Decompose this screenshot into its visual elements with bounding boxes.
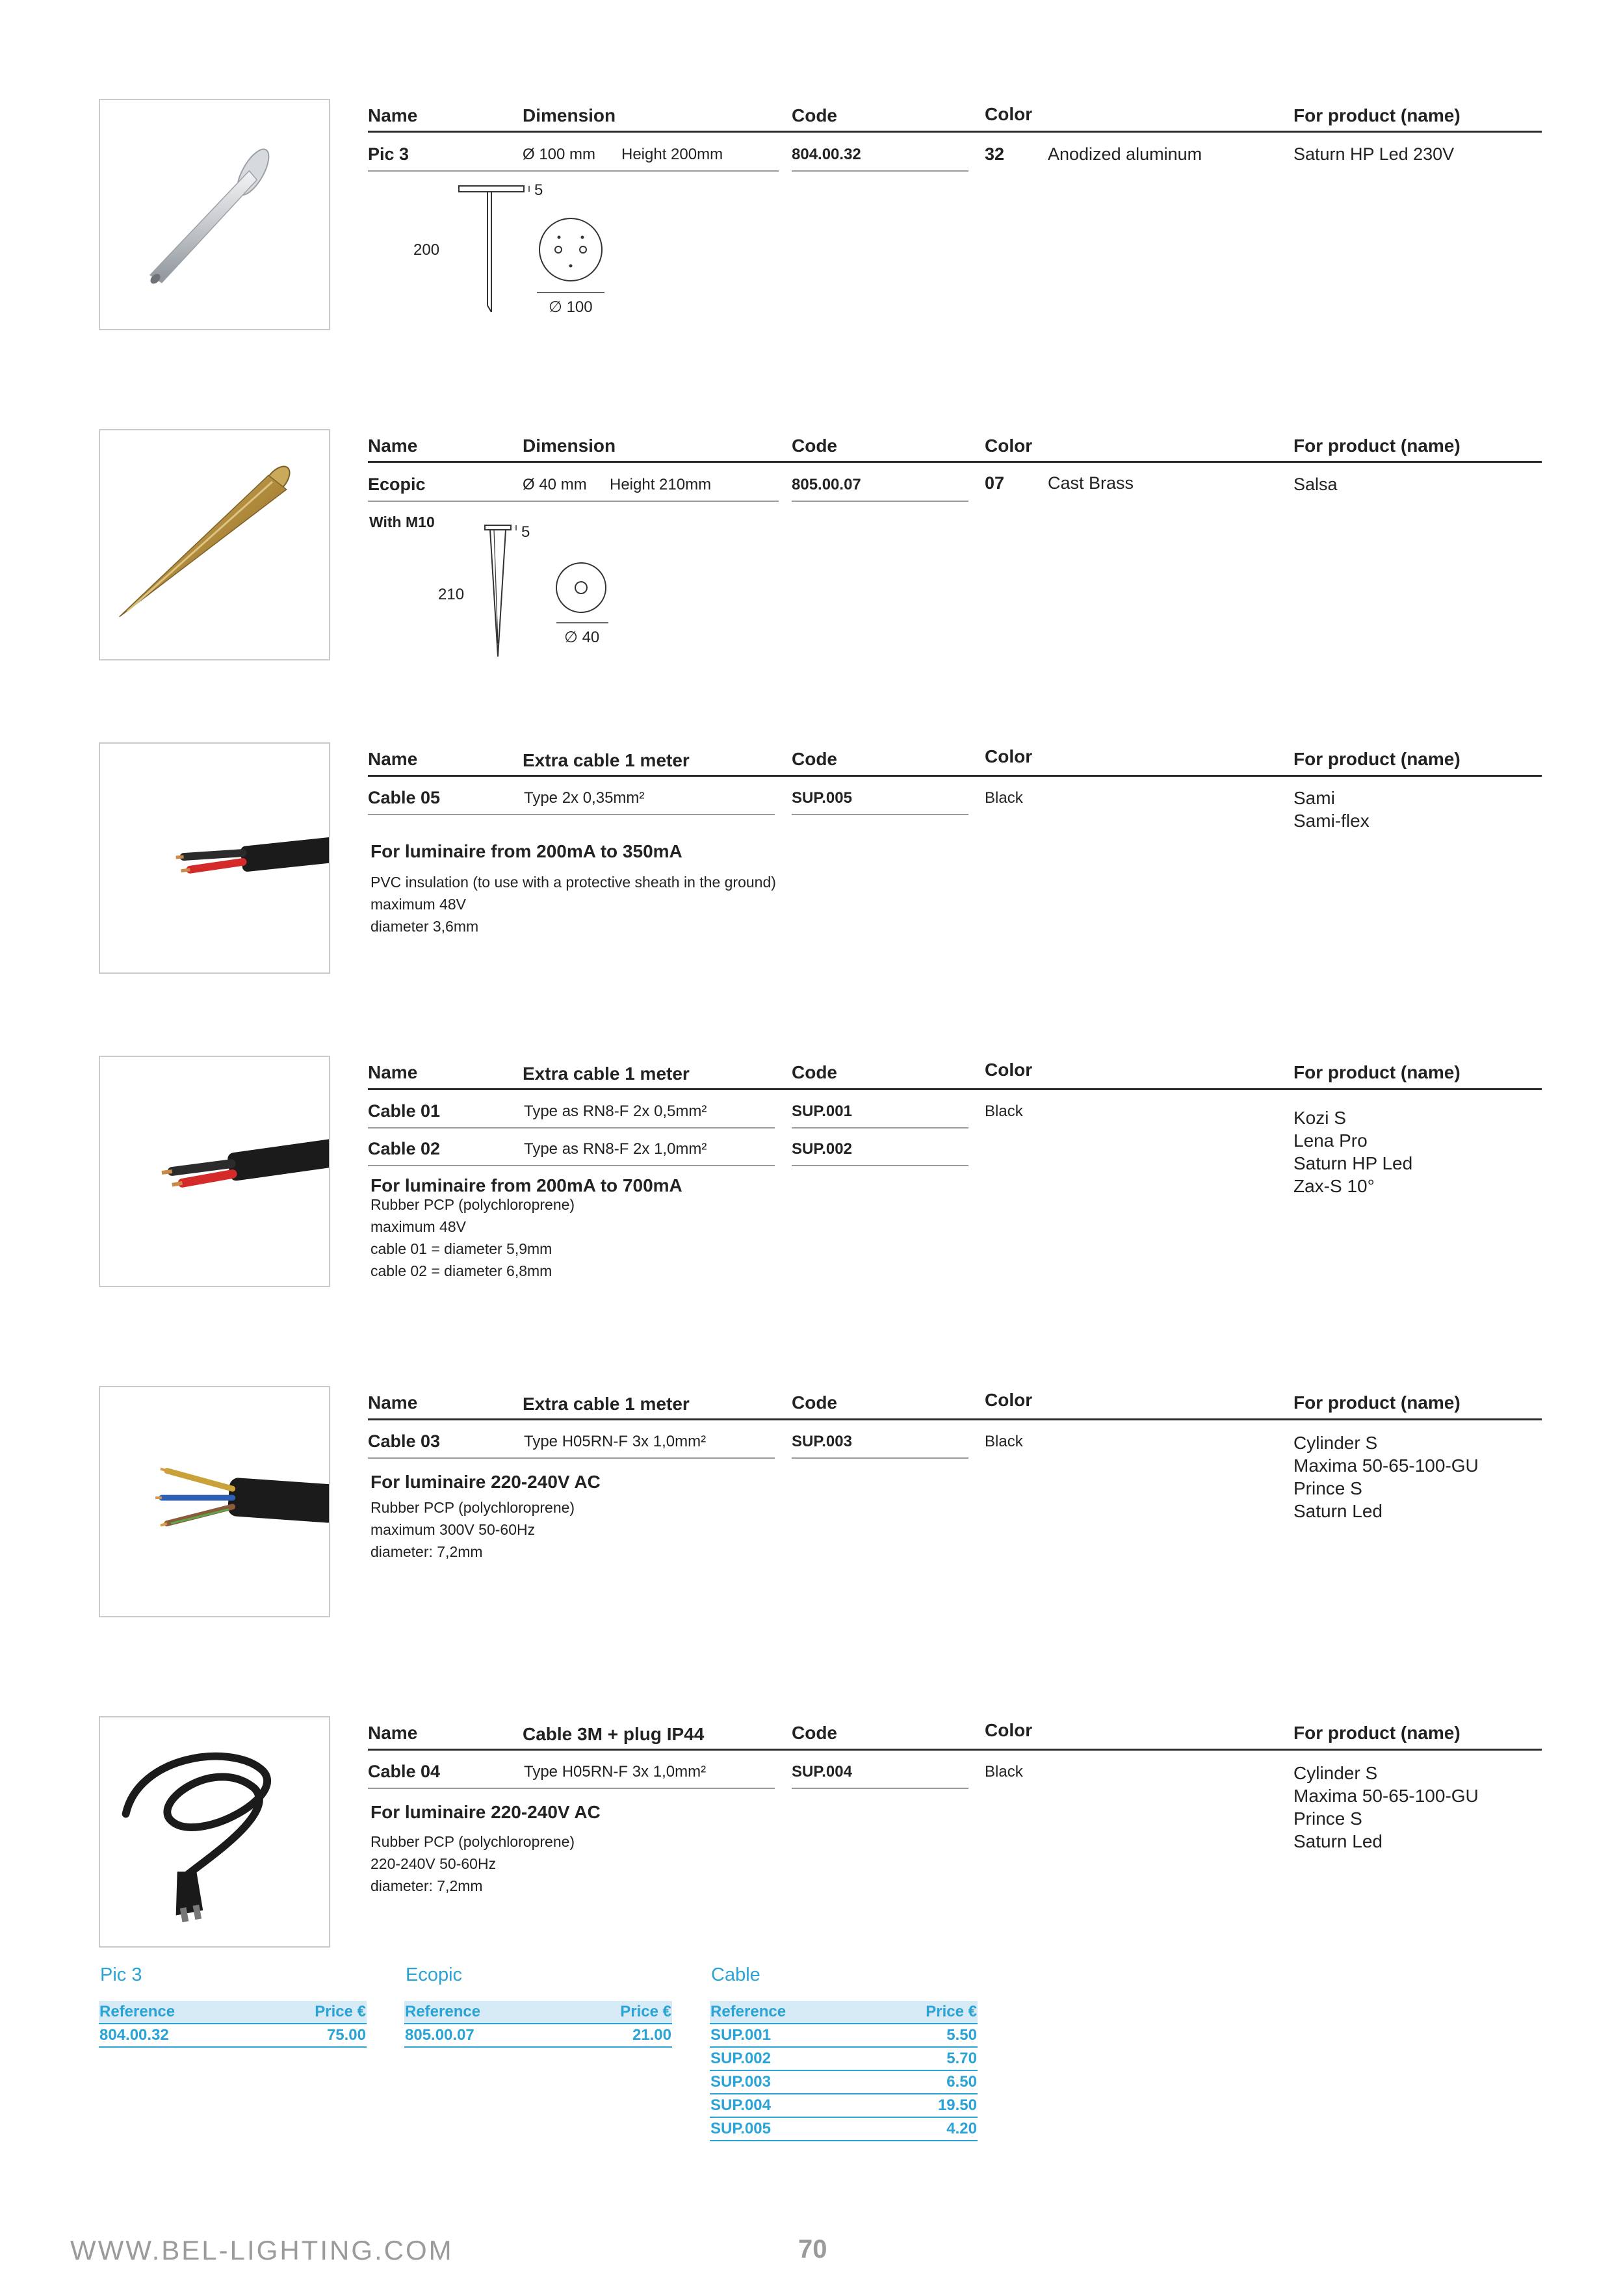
page-number: 70: [798, 2235, 827, 2263]
ground-spike-pic3-photo: [100, 100, 329, 329]
row-rule: [368, 170, 779, 172]
header-dimension: Dimension: [523, 436, 616, 456]
product-photo-cable03: [99, 1386, 330, 1617]
code-rule: [792, 814, 968, 815]
spec-notes: [370, 1496, 575, 1563]
spec-note: diameter 3,6mm: [370, 918, 479, 935]
product-code: SUP.005: [792, 789, 852, 807]
cable-with-plug-photo: [100, 1717, 329, 1946]
header-name: Name: [368, 1062, 418, 1082]
row-rule: [368, 501, 779, 502]
product-name: Cable 04: [368, 1762, 441, 1781]
header-name: Name: [368, 105, 418, 125]
reference-cell: SUP.005: [710, 2120, 771, 2137]
product-name: Cable 01: [368, 1101, 441, 1121]
for-product-item: Maxima 50-65-100-GU: [1293, 1455, 1479, 1476]
price-header: Price €: [315, 2003, 366, 2020]
reference-header: Reference: [710, 2003, 786, 2020]
header-dimension: Dimension: [523, 105, 616, 125]
price-cell: 5.70: [946, 2050, 977, 2067]
product-type: Type 2x 0,35mm²: [524, 789, 645, 807]
for-product-item: Kozi S: [1293, 1108, 1346, 1128]
product-code: SUP.002: [792, 1140, 852, 1158]
price-header: Price €: [926, 2003, 977, 2020]
product-diameter: Ø 100 mm: [523, 146, 596, 163]
table-row: [710, 2094, 978, 2118]
price-cell: 75.00: [326, 2026, 366, 2044]
for-product-item: Saturn Led: [1293, 1831, 1383, 1851]
table-row: [404, 2024, 672, 2048]
header-color: Color: [985, 436, 1033, 456]
spec-note: maximum 48V: [370, 1218, 466, 1235]
product-code: SUP.003: [792, 1433, 852, 1450]
for-product-item: Sami-flex: [1293, 811, 1370, 831]
technical-drawing-ecopic: [429, 520, 624, 663]
row-rule: [368, 1165, 775, 1166]
spec-note: PVC insulation (to use with a protective sheath in the ground): [370, 874, 776, 891]
drawing-top-label: 5: [521, 523, 530, 541]
drawing-diameter-label: ∅ 100: [549, 298, 593, 316]
header-rule: [368, 461, 1542, 463]
table-row: [710, 2071, 978, 2094]
header-for-product: For product (name): [1293, 436, 1461, 456]
header-color: Color: [985, 746, 1033, 766]
header-code: Code: [792, 1392, 837, 1413]
price-table-title: Pic 3: [100, 1964, 142, 1985]
luminaire-range-title: For luminaire from 200mA to 700mA: [370, 1175, 682, 1195]
spec-notes: [370, 1194, 575, 1282]
header-dimension: Extra cable 1 meter: [523, 1063, 690, 1084]
price-table-header: [404, 2001, 672, 2024]
table-row: [99, 2024, 367, 2048]
for-product-list: [1293, 787, 1370, 832]
price-table-cable: [710, 2001, 978, 2141]
reference-cell: SUP.001: [710, 2026, 771, 2044]
header-dimension: Extra cable 1 meter: [523, 1394, 690, 1414]
luminaire-range-title: For luminaire from 200mA to 350mA: [370, 841, 682, 861]
reference-cell: SUP.003: [710, 2073, 771, 2091]
product-photo-cable01: [99, 1056, 330, 1287]
header-code: Code: [792, 105, 837, 125]
code-rule: [792, 1457, 968, 1459]
header-for-product: For product (name): [1293, 1062, 1461, 1082]
header-rule: [368, 1088, 1542, 1090]
price-table-ecopic: [404, 2001, 672, 2048]
color-name: Black: [985, 1433, 1023, 1450]
color-code: 07: [985, 473, 1005, 493]
table-row: [710, 2048, 978, 2071]
header-name: Name: [368, 436, 418, 456]
reference-cell: 804.00.32: [99, 2026, 169, 2044]
row-rule: [368, 1457, 775, 1459]
header-color: Color: [985, 1720, 1033, 1740]
reference-header: Reference: [405, 2003, 481, 2020]
product-code: 804.00.32: [792, 146, 861, 163]
spec-notes: [370, 1831, 575, 1897]
reference-cell: SUP.004: [710, 2096, 771, 2114]
product-photo-cable05: [99, 742, 330, 974]
drawing-top-label: 5: [534, 182, 543, 199]
price-cell: 21.00: [632, 2026, 671, 2044]
brass-ground-spike-photo: [100, 430, 329, 659]
spec-note: cable 02 = diameter 6,8mm: [370, 1262, 552, 1279]
reference-header: Reference: [99, 2003, 175, 2020]
reference-cell: 805.00.07: [405, 2026, 474, 2044]
price-cell: 19.50: [937, 2096, 977, 2114]
product-type: Type as RN8-F 2x 0,5mm²: [524, 1102, 707, 1120]
two-wire-cable-photo: [100, 1057, 329, 1286]
price-header: Price €: [620, 2003, 671, 2020]
header-color: Color: [985, 104, 1033, 124]
price-table-title: Ecopic: [406, 1964, 463, 1985]
header-dimension: Cable 3M + plug IP44: [523, 1724, 705, 1744]
header-for-product: For product (name): [1293, 1723, 1461, 1743]
price-cell: 4.20: [946, 2120, 977, 2137]
drawing-note: With M10: [369, 514, 435, 530]
spec-note: Rubber PCP (polychloroprene): [370, 1499, 575, 1516]
spec-note: 220-240V 50-60Hz: [370, 1855, 497, 1872]
footer-website-link[interactable]: WWW.BEL-LIGHTING.COM: [70, 2235, 454, 2265]
drawing-height-label: 200: [413, 241, 440, 259]
color-name: Cast Brass: [1048, 473, 1134, 493]
header-code: Code: [792, 1062, 837, 1082]
code-rule: [792, 1127, 968, 1128]
for-product-item: Cylinder S: [1293, 1763, 1378, 1783]
product-height: Height 200mm: [621, 146, 723, 163]
header-name: Name: [368, 1723, 418, 1743]
for-product-item: Maxima 50-65-100-GU: [1293, 1786, 1479, 1806]
price-table-title: Cable: [711, 1964, 760, 1985]
spec-note: maximum 300V 50-60Hz: [370, 1521, 536, 1538]
technical-drawing-pic3: [409, 182, 624, 325]
header-color: Color: [985, 1390, 1033, 1410]
price-table-header: [99, 2001, 367, 2024]
for-product-item: Cylinder S: [1293, 1433, 1378, 1453]
color-code: 32: [985, 144, 1005, 164]
product-photo-pic3: [99, 99, 330, 330]
for-product-item: Saturn HP Led: [1293, 1153, 1413, 1173]
product-type: Type H05RN-F 3x 1,0mm²: [524, 1433, 707, 1450]
product-photo-ecopic: [99, 429, 330, 660]
product-photo-cable04: [99, 1716, 330, 1948]
spec-note: Rubber PCP (polychloroprene): [370, 1196, 575, 1213]
for-product-item: Prince S: [1293, 1808, 1362, 1829]
code-rule: [792, 501, 968, 502]
color-name: Anodized aluminum: [1048, 144, 1202, 164]
code-rule: [792, 1788, 968, 1789]
product-type: Type as RN8-F 2x 1,0mm²: [524, 1140, 707, 1158]
header-dimension: Extra cable 1 meter: [523, 750, 690, 770]
for-product-item: Sami: [1293, 788, 1335, 808]
header-name: Name: [368, 1392, 418, 1413]
row-rule: [368, 1788, 775, 1789]
product-code: SUP.001: [792, 1102, 852, 1120]
product-height: Height 210mm: [610, 476, 712, 493]
color-name: Black: [985, 789, 1023, 807]
product-code: SUP.004: [792, 1763, 852, 1781]
header-code: Code: [792, 436, 837, 456]
spec-note: Rubber PCP (polychloroprene): [370, 1833, 575, 1850]
price-table-pic3: [99, 2001, 367, 2048]
product-type: Type H05RN-F 3x 1,0mm²: [524, 1763, 707, 1781]
color-name: Black: [985, 1763, 1023, 1781]
header-rule: [368, 1418, 1542, 1420]
drawing-height-label: 210: [438, 586, 465, 603]
price-cell: 5.50: [946, 2026, 977, 2044]
header-color: Color: [985, 1060, 1033, 1080]
for-product-item: Saturn HP Led 230V: [1293, 144, 1455, 164]
header-name: Name: [368, 749, 418, 769]
product-name: Ecopic: [368, 475, 426, 494]
code-rule: [792, 1165, 968, 1166]
for-product-item: Prince S: [1293, 1478, 1362, 1498]
for-product-list: [1293, 1762, 1479, 1853]
table-row: [710, 2024, 978, 2048]
header-rule: [368, 775, 1542, 777]
price-table-header: [710, 2001, 978, 2024]
spec-note: cable 01 = diameter 5,9mm: [370, 1240, 552, 1257]
two-wire-cable-photo: [100, 744, 329, 972]
product-name: Cable 02: [368, 1139, 441, 1158]
spec-notes: [370, 871, 776, 937]
product-name: Cable 05: [368, 788, 441, 807]
header-for-product: For product (name): [1293, 1392, 1461, 1413]
table-row: [710, 2118, 978, 2141]
header-rule: [368, 131, 1542, 133]
luminaire-range-title: For luminaire 220-240V AC: [370, 1802, 601, 1822]
for-product-item: Saturn Led: [1293, 1501, 1383, 1521]
for-product-item: Zax-S 10°: [1293, 1176, 1375, 1196]
drawing-diameter-label: ∅ 40: [564, 629, 600, 646]
for-product-item: Salsa: [1293, 475, 1338, 494]
spec-note: diameter: 7,2mm: [370, 1877, 483, 1894]
for-product-list: [1293, 1431, 1479, 1522]
product-name: Cable 03: [368, 1431, 441, 1451]
three-wire-cable-photo: [100, 1387, 329, 1616]
header-code: Code: [792, 1723, 837, 1743]
luminaire-range-title: For luminaire 220-240V AC: [370, 1472, 601, 1492]
reference-cell: SUP.002: [710, 2050, 771, 2067]
color-name: Black: [985, 1102, 1023, 1120]
for-product-item: Lena Pro: [1293, 1130, 1368, 1151]
row-rule: [368, 1127, 775, 1128]
header-for-product: For product (name): [1293, 749, 1461, 769]
for-product-list: [1293, 1106, 1412, 1197]
price-cell: 6.50: [946, 2073, 977, 2091]
spec-note: maximum 48V: [370, 896, 466, 913]
spec-note: diameter: 7,2mm: [370, 1543, 483, 1560]
header-rule: [368, 1749, 1542, 1751]
code-rule: [792, 170, 968, 172]
header-code: Code: [792, 749, 837, 769]
row-rule: [368, 814, 775, 815]
product-name: Pic 3: [368, 144, 409, 164]
product-code: 805.00.07: [792, 476, 861, 493]
product-diameter: Ø 40 mm: [523, 476, 587, 493]
header-for-product: For product (name): [1293, 105, 1461, 125]
